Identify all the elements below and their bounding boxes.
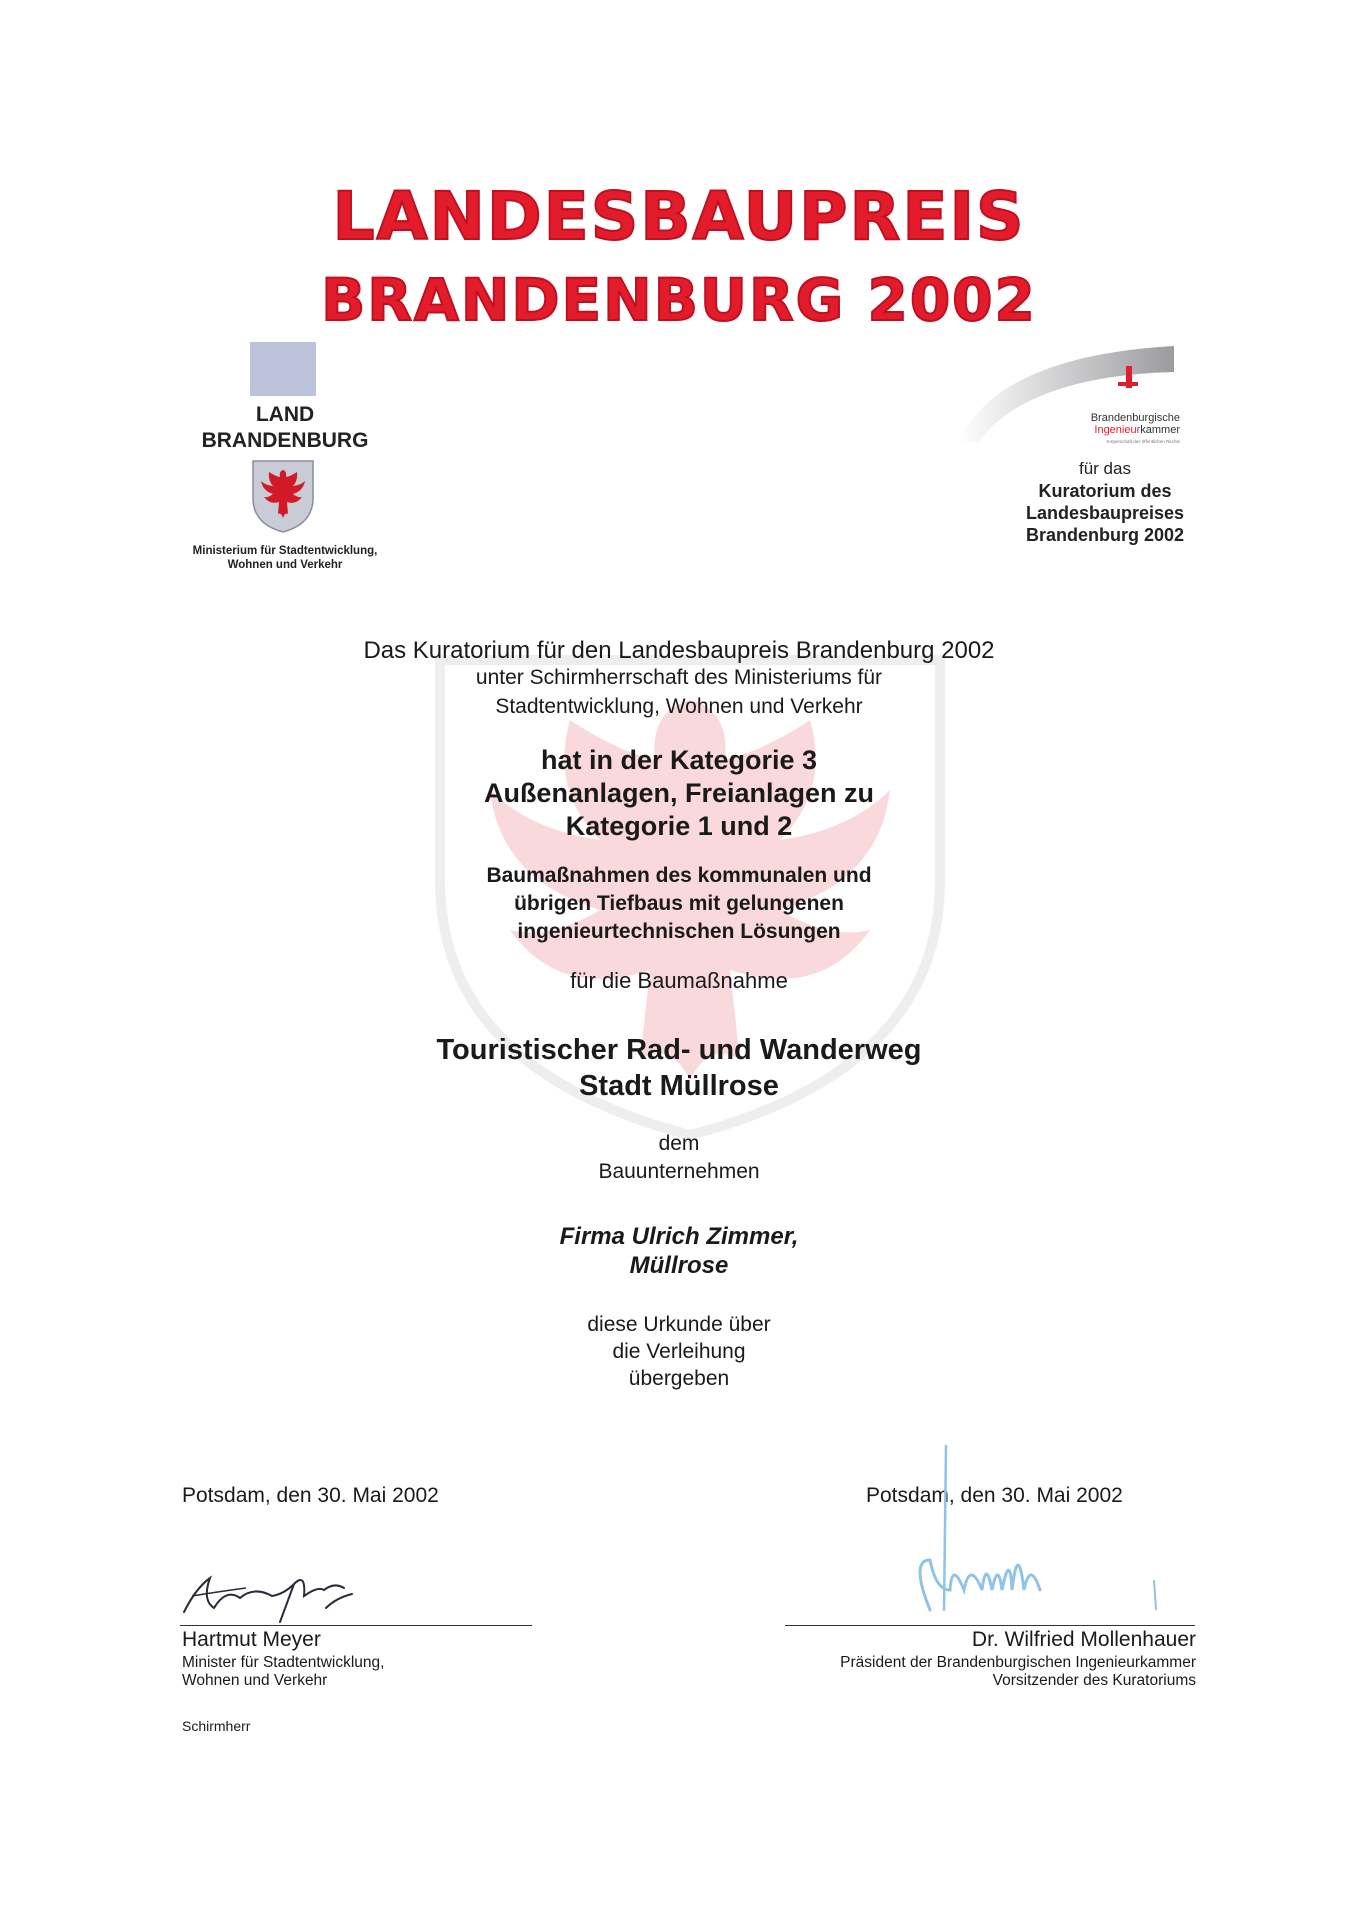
- project-line-2: Stadt Müllrose: [579, 1070, 779, 1102]
- urkunde-statement: [0, 1311, 1358, 1392]
- signer-name-left: Hartmut Meyer: [182, 1628, 321, 1651]
- category-line-2: Außenanlagen, Freianlagen zu: [483, 778, 875, 808]
- signer-role-right: [840, 1654, 1196, 1690]
- signer-role-left: [182, 1654, 384, 1690]
- ingenieurkammer-subtitle: Körperschaft des öffentlichen Rechts: [1106, 439, 1180, 444]
- intro-line-1: Das Kuratorium für den Landesbaupreis Brandenburg 2002: [363, 637, 995, 664]
- ministry-line-2: Wohnen und Verkehr: [227, 559, 343, 571]
- kuratorium-line-3: Brandenburg 2002: [1025, 525, 1185, 545]
- land-logo-line-1: LAND: [255, 403, 315, 426]
- brandenburg-eagle-icon: [250, 458, 316, 534]
- ingenieurkammer-line-2: [1030, 424, 1180, 436]
- category-line-1: hat in der Kategorie 3: [540, 745, 818, 775]
- signature-left: [176, 1538, 366, 1624]
- recipient-company: [0, 1222, 1358, 1280]
- land-logo-line-2: BRANDENBURG: [201, 429, 369, 452]
- schirmherr-label: Schirmherr: [182, 1718, 251, 1734]
- firma-line-1: Firma Ulrich Zimmer,: [559, 1223, 799, 1250]
- project-line-1: Touristischer Rad- und Wanderweg: [436, 1034, 922, 1066]
- category-heading: [0, 744, 1358, 843]
- kuratorium-line-2: Landesbaupreises: [1025, 503, 1185, 523]
- award-title-line-1: LANDESBAUPREIS: [332, 178, 1026, 255]
- signer-name-right: Dr. Wilfried Mollenhauer: [971, 1628, 1196, 1651]
- signature-right: [890, 1440, 1170, 1620]
- ministry-name: [150, 544, 420, 572]
- award-title-line-2: BRANDENBURG 2002: [321, 266, 1037, 334]
- urkunde-line-3: übergeben: [628, 1367, 730, 1390]
- kuratorium-line-1: Kuratorium des: [1038, 481, 1172, 501]
- signer-role-right-line-1: Präsident der Brandenburgischen Ingenieurkammer: [840, 1654, 1196, 1671]
- signer-role-right-line-2: Vorsitzender des Kuratoriums: [992, 1672, 1196, 1689]
- category-sub-line-2: übrigen Tiefbaus mit gelungenen: [514, 892, 844, 915]
- bauunternehmen-label: Bauunternehmen: [598, 1160, 760, 1183]
- land-logo-square: [250, 342, 316, 396]
- kammer-word: kammer: [1140, 424, 1180, 436]
- category-sub-line-3: ingenieurtechnischen Lösungen: [517, 920, 841, 943]
- kuratorium-block: [1000, 458, 1210, 546]
- ingenieur-word: Ingenieur: [1094, 424, 1141, 436]
- category-line-3: Kategorie 1 und 2: [565, 811, 793, 841]
- urkunde-line-1: diese Urkunde über: [587, 1313, 771, 1336]
- ingenieurkammer-line-1: Brandenburgische: [1090, 412, 1180, 424]
- recipient-intro: [0, 1130, 1358, 1186]
- place-date-left: Potsdam, den 30. Mai 2002: [182, 1484, 439, 1507]
- fuer-die-baumassnahme: für die Baumaßnahme: [570, 968, 788, 993]
- firma-line-2: Müllrose: [629, 1252, 729, 1279]
- signature-line-right: [785, 1625, 1195, 1626]
- urkunde-line-2: die Verleihung: [612, 1340, 746, 1363]
- category-description: [0, 862, 1358, 946]
- fuer-das-label: für das: [1079, 459, 1131, 478]
- signer-role-left-line-1: Minister für Stadtentwicklung,: [182, 1654, 385, 1671]
- intro-line-2: unter Schirmherrschaft des Ministeriums für: [475, 666, 883, 689]
- category-sub-line-1: Baumaßnahmen des kommunalen und: [486, 864, 872, 887]
- signer-role-left-line-2: Wohnen und Verkehr: [182, 1672, 328, 1689]
- place-date-right: Potsdam, den 30. Mai 2002: [866, 1484, 1123, 1507]
- intro-line-3: Stadtentwicklung, Wohnen und Verkehr: [495, 695, 863, 718]
- ministry-line-1: Ministerium für Stadtentwicklung,: [192, 545, 378, 557]
- land-brandenburg-logo: [150, 402, 420, 454]
- dem-label: dem: [658, 1132, 700, 1155]
- ingenieurkammer-logo-text: [1030, 412, 1180, 436]
- project-name: [0, 1032, 1358, 1104]
- signature-line-left: [180, 1625, 532, 1626]
